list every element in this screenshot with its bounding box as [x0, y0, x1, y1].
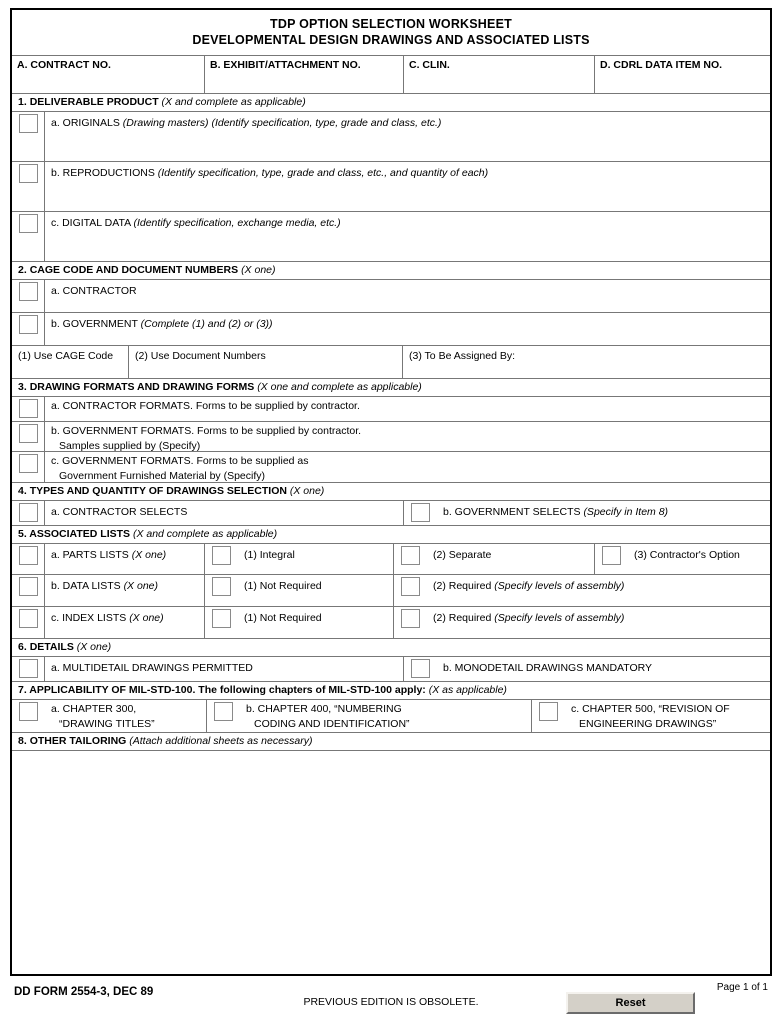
field-clin[interactable]: [404, 56, 595, 93]
label-3c-line2-italic: (Specify): [223, 470, 266, 482]
label-5b-text: b. DATA LISTS: [51, 580, 124, 592]
checkbox-5b1-not-required[interactable]: [212, 577, 231, 596]
section-5-header: [12, 526, 770, 544]
checkbox-cell-5a3[interactable]: [595, 544, 628, 574]
label-5b2: [427, 575, 770, 606]
checkbox-cell-5a[interactable]: [12, 544, 45, 574]
checkbox-cell-6a[interactable]: [12, 657, 45, 681]
checkbox-3c-government-formats-gfm[interactable]: [19, 454, 38, 473]
label-5a2: [427, 544, 594, 574]
label-2b: [45, 313, 770, 345]
section-5-parts-separate-cell: [394, 544, 595, 574]
label-4b: [437, 501, 770, 525]
label-1b: [45, 162, 770, 211]
section-1-item-b: [12, 162, 770, 212]
section-1-title: DELIVERABLE PRODUCT: [29, 96, 159, 108]
section-1-item-a: [12, 112, 770, 162]
checkbox-7c-chapter-500[interactable]: [539, 702, 558, 721]
section-5-data-required-cell: [394, 575, 770, 606]
form-title-block: [12, 10, 770, 56]
form-identifier: DD FORM 2554-3, DEC 89: [14, 986, 154, 998]
section-8-instruction: (Attach additional sheets as necessary): [129, 735, 313, 747]
label-7b-line1: b. CHAPTER 400, “NUMBERING: [246, 703, 402, 715]
checkbox-5a1-integral[interactable]: [212, 546, 231, 565]
label-1a-italic: (Drawing masters) (Identify specification, type, grade and class, etc.): [122, 117, 442, 129]
label-6a-text: a. MULTIDETAIL DRAWINGS PERMITTED: [51, 662, 253, 674]
section-8-other-tailoring-input[interactable]: [12, 751, 770, 979]
section-6-item-b: [404, 657, 770, 681]
section-6-number: 6.: [18, 641, 27, 653]
section-7-items-row: [12, 700, 770, 733]
section-5-index-required-cell: [394, 607, 770, 638]
section-7-header: [12, 682, 770, 700]
label-4b-italic: (Specify in Item 8): [583, 506, 669, 518]
label-5a3-text: (3) Contractor's Option: [634, 549, 740, 561]
checkbox-cell-5b2[interactable]: [394, 575, 427, 606]
section-8-title: OTHER TAILORING: [29, 735, 127, 747]
section-3-title: DRAWING FORMATS AND DRAWING FORMS: [29, 381, 255, 393]
checkbox-5c1-not-required[interactable]: [212, 609, 231, 628]
label-5c-text: c. INDEX LISTS: [51, 612, 130, 624]
section-4-number: 4.: [18, 485, 27, 497]
section-7-item-c: [532, 700, 770, 732]
checkbox-3b-government-formats-contractor[interactable]: [19, 424, 38, 443]
checkbox-7a-chapter-300[interactable]: [19, 702, 38, 721]
checkbox-cell-5b[interactable]: [12, 575, 45, 606]
field-clin-label: C. CLIN.: [409, 59, 450, 71]
label-6b: [437, 657, 770, 681]
field-exhibit-attachment-no[interactable]: [205, 56, 404, 93]
label-5c: [45, 607, 204, 638]
checkbox-5a2-separate[interactable]: [401, 546, 420, 565]
checkbox-2a-contractor[interactable]: [19, 282, 38, 301]
label-5b2-text: (2) Required: [433, 580, 495, 592]
checkbox-cell-3a[interactable]: [12, 397, 45, 421]
section-5-data-not-required-cell: [205, 575, 394, 606]
checkbox-cell-5c[interactable]: [12, 607, 45, 638]
label-5a1: [238, 544, 393, 574]
checkbox-2b-government[interactable]: [19, 315, 38, 334]
checkbox-5b2-required[interactable]: [401, 577, 420, 596]
section-5-parts-contractors-option-cell: [595, 544, 770, 574]
checkbox-cell-7c[interactable]: [532, 700, 565, 732]
field-use-document-numbers-label: (2) Use Document Numbers: [135, 350, 266, 362]
label-3a: [45, 397, 770, 421]
label-3b-line2-text: Samples supplied by: [59, 440, 159, 452]
label-2b-text: b. GOVERNMENT: [51, 318, 141, 330]
section-2-instruction: (X one): [241, 264, 276, 276]
section-6-header: [12, 639, 770, 657]
section-1-instruction: (X and complete as applicable): [161, 96, 306, 108]
checkbox-6b-monodetail-mandatory[interactable]: [411, 659, 430, 678]
checkbox-5a3-contractors-option[interactable]: [602, 546, 621, 565]
label-5c-italic: (X one): [129, 612, 164, 624]
previous-edition-notice: PREVIOUS EDITION IS OBSOLETE.: [303, 996, 479, 1008]
checkbox-4a-contractor-selects[interactable]: [19, 503, 38, 522]
label-5a3: [628, 544, 770, 574]
form-title-line-1: TDP OPTION SELECTION WORKSHEET: [270, 17, 512, 31]
section-5-parts-lists-cell: [12, 544, 205, 574]
section-1-number: 1.: [18, 96, 27, 108]
section-5-row-data-lists: [12, 575, 770, 607]
checkbox-cell-2b[interactable]: [12, 313, 45, 345]
label-5a1-text: (1) Integral: [244, 549, 295, 561]
section-1-item-c: [12, 212, 770, 262]
label-1b-text: b. REPRODUCTIONS: [51, 167, 158, 179]
label-3b: [45, 422, 770, 451]
page-number: Page 1 of 1: [716, 982, 768, 993]
label-5c1: [238, 607, 393, 638]
label-5b: [45, 575, 204, 606]
label-1c-text: c. DIGITAL DATA: [51, 217, 134, 229]
checkbox-1b-reproductions[interactable]: [19, 164, 38, 183]
label-3c-line2: [51, 469, 766, 484]
label-4a-text: a. CONTRACTOR SELECTS: [51, 506, 188, 518]
section-8-header: [12, 733, 770, 751]
section-7-title: APPLICABILITY OF MIL-STD-100. The following chapters of MIL-STD-100 apply:: [29, 684, 426, 696]
checkbox-1a-originals[interactable]: [19, 114, 38, 133]
checkbox-cell-1c[interactable]: [12, 212, 45, 261]
checkbox-cell-5a1[interactable]: [205, 544, 238, 574]
field-cdrl-data-item-no-label: D. CDRL DATA ITEM NO.: [600, 59, 723, 71]
label-5c2-italic: (Specify levels of assembly): [494, 612, 625, 624]
label-1a-text: a. ORIGINALS: [51, 117, 123, 129]
section-7-instruction: (X as applicable): [428, 684, 507, 696]
checkbox-cell-1b[interactable]: [12, 162, 45, 211]
label-5b-italic: (X one): [123, 580, 158, 592]
section-5-data-lists-cell: [12, 575, 205, 606]
section-2-item-a: [12, 280, 770, 313]
checkbox-cell-2a[interactable]: [12, 280, 45, 312]
label-3c: [45, 452, 770, 482]
field-use-document-numbers[interactable]: [129, 346, 403, 378]
checkbox-cell-1a[interactable]: [12, 112, 45, 161]
label-7a-line2: “DRAWING TITLES”: [59, 718, 155, 730]
section-3-item-a: [12, 397, 770, 422]
label-7a-line1: a. CHAPTER 300,: [51, 703, 137, 715]
section-7-number: 7.: [18, 684, 27, 696]
dd-form-2554-3: [10, 8, 772, 976]
field-use-cage-code-label: (1) Use CAGE Code: [18, 350, 114, 362]
section-5-parts-integral-cell: [205, 544, 394, 574]
label-5b1: [238, 575, 393, 606]
label-7b: [240, 700, 531, 732]
label-3a-line1: a. CONTRACTOR FORMATS. Forms to be supplied by contractor.: [51, 400, 360, 412]
field-exhibit-attachment-no-label: B. EXHIBIT/ATTACHMENT NO.: [210, 59, 361, 71]
section-5-index-not-required-cell: [205, 607, 394, 638]
label-5a-italic: (X one): [131, 549, 167, 561]
field-cdrl-data-item-no[interactable]: [595, 56, 770, 93]
checkbox-5c-index-lists[interactable]: [19, 609, 38, 628]
section-3-item-c: [12, 452, 770, 483]
checkbox-cell-4b[interactable]: [404, 501, 437, 525]
section-4-items-row: [12, 501, 770, 526]
label-7c: [565, 700, 770, 732]
label-5b2-italic: (Specify levels of assembly): [494, 580, 625, 592]
checkbox-cell-7b[interactable]: [207, 700, 240, 732]
label-5c2-text: (2) Required: [433, 612, 495, 624]
section-1-header: [12, 94, 770, 112]
section-4-instruction: (X one): [289, 485, 325, 497]
label-1a: [45, 112, 770, 161]
label-2b-italic: (Complete (1) and (2) or (3)): [140, 318, 273, 330]
checkbox-cell-5a2[interactable]: [394, 544, 427, 574]
field-contract-no-label: A. CONTRACT NO.: [17, 59, 111, 71]
section-6-item-a: [12, 657, 404, 681]
section-4-item-a: [12, 501, 404, 525]
section-4-title: TYPES AND QUANTITY OF DRAWINGS SELECTION: [29, 485, 287, 497]
contract-header-row: [12, 56, 770, 94]
field-use-cage-code[interactable]: [12, 346, 129, 378]
label-7c-line2: ENGINEERING DRAWINGS”: [579, 718, 717, 730]
label-6b-text: b. MONODETAIL DRAWINGS MANDATORY: [443, 662, 653, 674]
label-3b-line1: b. GOVERNMENT FORMATS. Forms to be supplied by contractor.: [51, 425, 362, 437]
checkbox-cell-5c2[interactable]: [394, 607, 427, 638]
checkbox-5c2-required[interactable]: [401, 609, 420, 628]
section-3-instruction: (X one and complete as applicable): [257, 381, 422, 393]
section-3-item-b: [12, 422, 770, 452]
label-5a: [45, 544, 204, 574]
label-5a2-text: (2) Separate: [433, 549, 492, 561]
section-3-number: 3.: [18, 381, 27, 393]
section-2-item-b: [12, 313, 770, 346]
section-2-number: 2.: [18, 264, 27, 276]
label-1b-italic: (Identify specification, type, grade and class, etc., and quantity of each): [157, 167, 489, 179]
section-5-instruction: (X and complete as applicable): [132, 528, 278, 540]
checkbox-cell-5b1[interactable]: [205, 575, 238, 606]
label-4b-text: b. GOVERNMENT SELECTS: [443, 506, 584, 518]
section-2-title: CAGE CODE AND DOCUMENT NUMBERS: [29, 264, 239, 276]
checkbox-cell-5c1[interactable]: [205, 607, 238, 638]
section-5-number: 5.: [18, 528, 27, 540]
label-7c-line1: c. CHAPTER 500, “REVISION OF: [571, 703, 730, 715]
checkbox-1c-digital-data[interactable]: [19, 214, 38, 233]
label-1c: [45, 212, 770, 261]
label-2a-text: a. CONTRACTOR: [51, 285, 137, 297]
label-5c1-text: (1) Not Required: [244, 612, 322, 624]
checkbox-5b-data-lists[interactable]: [19, 577, 38, 596]
section-3-header: [12, 379, 770, 397]
section-5-row-parts-lists: [12, 544, 770, 575]
checkbox-cell-4a[interactable]: [12, 501, 45, 525]
field-contract-no[interactable]: [12, 56, 205, 93]
checkbox-cell-6b[interactable]: [404, 657, 437, 681]
section-2-header: [12, 262, 770, 280]
label-7b-line2: CODING AND IDENTIFICATION”: [254, 718, 410, 730]
label-3c-line1: c. GOVERNMENT FORMATS. Forms to be supplied as: [51, 455, 309, 467]
section-4-item-b: [404, 501, 770, 525]
section-8-number: 8.: [18, 735, 27, 747]
field-to-be-assigned-by[interactable]: [403, 346, 770, 378]
checkbox-cell-7a[interactable]: [12, 700, 45, 732]
label-3c-line2-text: Government Furnished Material by: [59, 470, 224, 482]
checkbox-cell-3c[interactable]: [12, 452, 45, 482]
label-2a: [45, 280, 770, 312]
checkbox-3a-contractor-formats[interactable]: [19, 399, 38, 418]
section-4-header: [12, 483, 770, 501]
form-title-line-2: DEVELOPMENTAL DESIGN DRAWINGS AND ASSOCIATED LISTS: [192, 33, 590, 47]
label-5b1-text: (1) Not Required: [244, 580, 322, 592]
field-to-be-assigned-by-label: (3) To Be Assigned By:: [409, 350, 516, 362]
section-6-instruction: (X one): [76, 641, 112, 653]
section-5-title: ASSOCIATED LISTS: [29, 528, 131, 540]
label-7a: [45, 700, 206, 732]
section-7-item-b: [207, 700, 532, 732]
section-6-items-row: [12, 657, 770, 682]
section-2-subfields-row: [12, 346, 770, 379]
checkbox-6a-multidetail-permitted[interactable]: [19, 659, 38, 678]
section-7-item-a: [12, 700, 207, 732]
label-5a-text: a. PARTS LISTS: [51, 549, 132, 561]
section-5-row-index-lists: [12, 607, 770, 639]
label-5c2: [427, 607, 770, 638]
label-3b-line2-italic: (Specify): [158, 440, 201, 452]
checkbox-cell-3b[interactable]: [12, 422, 45, 451]
reset-button[interactable]: Reset: [566, 992, 695, 1014]
label-6a: [45, 657, 403, 681]
section-6-title: DETAILS: [29, 641, 74, 653]
label-4a: [45, 501, 403, 525]
label-1c-italic: (Identify specification, exchange media, etc.): [133, 217, 341, 229]
section-5-index-lists-cell: [12, 607, 205, 638]
checkbox-4b-government-selects[interactable]: [411, 503, 430, 522]
checkbox-7b-chapter-400[interactable]: [214, 702, 233, 721]
form-footer: [10, 982, 772, 1024]
checkbox-5a-parts-lists[interactable]: [19, 546, 38, 565]
